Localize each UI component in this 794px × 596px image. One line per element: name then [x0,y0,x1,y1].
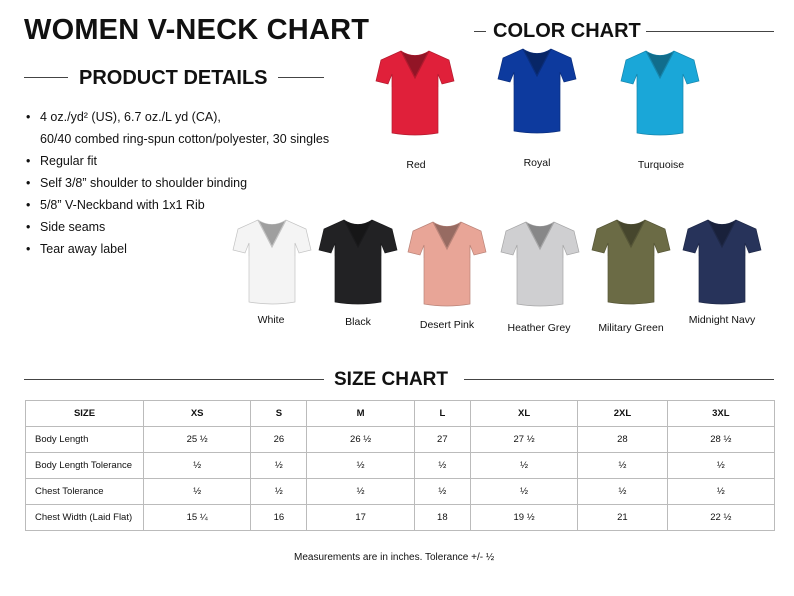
color-label-heather-grey: Heather Grey [507,322,571,334]
size-chart-rule-right [464,379,774,380]
table-cell: ½ [578,453,667,479]
table-row [26,505,775,531]
row-label: Chest Width (Laid Flat) [26,505,144,531]
table-cell: 17 [307,505,414,531]
table-cell: ½ [667,453,774,479]
size-header-label: SIZE [26,401,144,427]
table-cell: 21 [578,505,667,531]
color-label-red: Red [406,159,426,171]
detail-item: • 5/8” V-Neckband with 1x1 Rib [26,198,205,212]
shirt-red-icon [375,47,455,137]
detail-item: • 4 oz./yd² (US), 6.7 oz./L yd (CA), 60/40 combed ring-spun cotton/polyester, 30 singles [26,110,330,146]
row-label: Body Length [26,427,144,453]
table-cell: ½ [251,453,307,479]
color-label-midnight-navy: Midnight Navy [688,314,756,326]
page-title: WOMEN V-NECK CHART [24,14,370,46]
table-row [26,453,775,479]
color-label-black: Black [345,316,371,328]
shirt-heather-grey-icon [500,218,580,308]
table-cell: ½ [251,479,307,505]
measurement-footnote: Measurements are in inches. Tolerance +/- ½ [294,552,495,563]
detail-item: • Regular fit [26,154,97,168]
table-cell: 28 ½ [667,427,774,453]
table-cell: ½ [307,479,414,505]
size-header-m: M [307,401,414,427]
color-label-white: White [257,314,285,326]
product-details-title: PRODUCT DETAILS [79,67,268,89]
table-cell: ½ [667,479,774,505]
shirt-turquoise-icon [620,47,700,137]
table-cell: 15 ¼ [144,505,251,531]
shirt-desert-pink-icon [407,218,487,308]
table-cell: ½ [144,453,251,479]
size-chart-rule-left [24,379,324,380]
size-header-s: S [251,401,307,427]
table-cell: 16 [251,505,307,531]
row-label: Body Length Tolerance [26,453,144,479]
detail-item: • Self 3/8” shoulder to shoulder binding [26,176,248,190]
shirt-royal-icon [497,45,577,135]
table-cell: ½ [414,453,470,479]
table-cell: ½ [414,479,470,505]
shirt-white-icon [232,216,312,306]
table-cell: ½ [307,453,414,479]
color-label-desert-pink: Desert Pink [419,319,475,331]
size-header-row [26,401,775,427]
product-details-rule-left [24,77,68,78]
product-details-rule-right [278,77,324,78]
shirt-black-icon [318,216,398,306]
size-header-xl: XL [470,401,577,427]
table-cell: 19 ½ [470,505,577,531]
table-cell: 28 [578,427,667,453]
color-chart-title: COLOR CHART [493,20,641,42]
table-cell: 18 [414,505,470,531]
table-row [26,479,775,505]
size-table [25,400,775,531]
product-details-list [24,106,364,260]
shirt-midnight-navy-icon [682,216,762,306]
table-cell: ½ [578,479,667,505]
table-cell: ½ [144,479,251,505]
color-chart-rule-left [474,31,486,32]
size-header-l: L [414,401,470,427]
size-header-3xl: 3XL [667,401,774,427]
table-cell: 27 [414,427,470,453]
color-label-royal: Royal [523,157,551,169]
size-chart-title: SIZE CHART [334,369,448,390]
table-cell: 22 ½ [667,505,774,531]
table-cell: 25 ½ [144,427,251,453]
table-cell: 26 [251,427,307,453]
detail-item: • Tear away label [26,242,127,256]
color-label-turquoise: Turquoise [637,159,685,171]
detail-item: • Side seams [26,220,106,234]
table-cell: 26 ½ [307,427,414,453]
size-header-xs: XS [144,401,251,427]
table-cell: 27 ½ [470,427,577,453]
color-label-military-green: Military Green [598,322,664,334]
color-chart-rule-right [646,31,774,32]
table-row [26,427,775,453]
shirt-military-green-icon [591,216,671,306]
table-cell: ½ [470,479,577,505]
size-header-2xl: 2XL [578,401,667,427]
row-label: Chest Tolerance [26,479,144,505]
table-cell: ½ [470,453,577,479]
